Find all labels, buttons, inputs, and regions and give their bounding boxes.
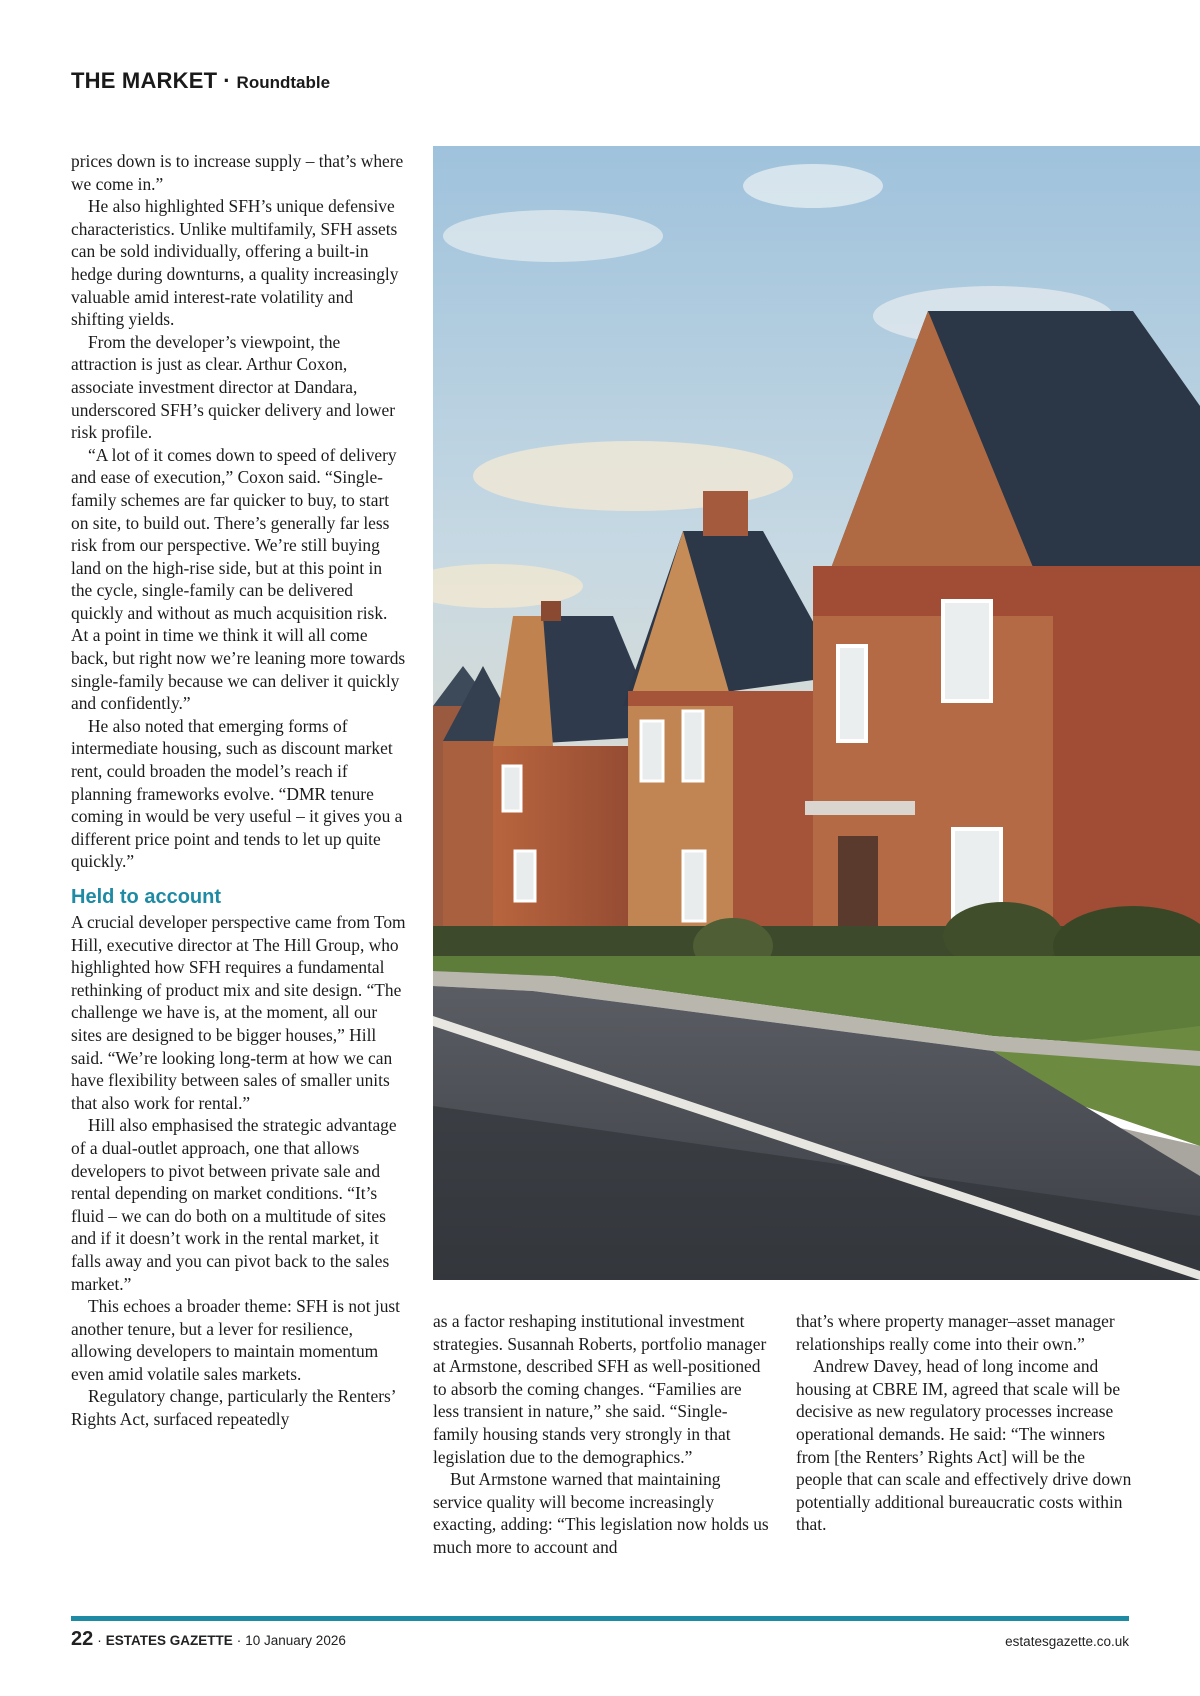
- window: [503, 766, 521, 811]
- subheading-held-to-account: Held to account: [71, 886, 222, 908]
- column-1-paragraph-6: A crucial developer perspective came from Tom Hill, executive director at The Hill Group, who highlighted how SFH requires a fundamental rethinking of product mix and site design. “The challenge we have is, at the moment, all our sites are designed to be bigger houses,” Hill said. “We’re looking long-term at how we can have flexibility between sales of smaller units that also work for rental.”: [71, 912, 406, 1113]
- column-1-paragraph-4: “A lot of it comes down to speed of delivery and ease of execution,” Coxon said. “Single-family schemes are far quicker to buy, to start on site, to build out. There’s generally far less risk from our perspective. We’re still buying land on the high-rise side, but at this point in the cycle, single-family can be delivered quickly and without as much acquisition risk. At a point in time we think it will all come back, but right now we’re leaning more towards single-family because we can deliver it quickly and confidently.”: [71, 444, 406, 714]
- door-canopy: [805, 801, 915, 815]
- window: [683, 711, 703, 781]
- section-title: THE MARKET: [71, 68, 218, 93]
- column-1-paragraph-7: Hill also emphasised the strategic advantage of a dual-outlet approach, one that allows developers to pivot between private sale and rental depending on market conditions. “It’s fluid – we can do both on a multitude of sites and if it doesn’t work in the rental market, it falls away and you can pivot back to the sales market.”: [71, 1115, 397, 1294]
- footer-separator: ·: [236, 1633, 242, 1648]
- page-header: [71, 68, 330, 94]
- header-separator: ·: [223, 68, 231, 93]
- website-link[interactable]: estatesgazette.co.uk: [1005, 1634, 1129, 1649]
- column-1-paragraph-9: Regulatory change, particularly the Renters’ Rights Act, surfaced repeatedly: [71, 1386, 396, 1430]
- footer-rule: [71, 1616, 1129, 1621]
- window: [683, 851, 705, 921]
- article-column-1: [71, 150, 407, 1431]
- publication-name: ESTATES GAZETTE: [105, 1633, 233, 1648]
- footer-info: [71, 1628, 346, 1651]
- column-1-paragraph-8: This echoes a broader theme: SFH is not just another tenure, but a lever for resilience, allowing developers to maintain momentum even amid volatile sales markets.: [71, 1296, 401, 1384]
- column-1-paragraph-5: He also noted that emerging forms of intermediate housing, such as discount market rent, could broaden the model’s reach if planning frameworks evolve. “DMR tenure coming in would be very useful – it gives you a different price point and tends to let up quite quickly.”: [71, 715, 403, 872]
- column-2-paragraph-2: But Armstone warned that maintaining service quality will become increasingly exacting, adding: “This legislation now holds us much more to account and: [433, 1469, 769, 1557]
- housing-street-photo: [433, 146, 1200, 1280]
- column-3-paragraph-1: that’s where property manager–asset manager relationships really come into their own.”: [796, 1311, 1115, 1354]
- chimney: [541, 601, 561, 621]
- column-1-paragraph-2: He also highlighted SFH’s unique defensive characteristics. Unlike multifamily, SFH assets can be sold individually, offering a built-in hedge during downturns, a quality increasingly valuable amid interest-rate volatility and shifting yields.: [71, 196, 399, 330]
- column-2-paragraph-1: as a factor reshaping institutional investment strategies. Susannah Roberts, portfolio manager at Armstone, described SFH as well-positioned to absorb the coming changes. “Families are less transient in nature,” she said. “Single-family housing stands very strongly in that legislation due to the demographics.”: [433, 1311, 767, 1467]
- footer-separator: ·: [97, 1633, 102, 1648]
- window: [641, 721, 663, 781]
- article-column-3: [796, 1310, 1132, 1536]
- window: [943, 601, 991, 701]
- column-1-paragraph-1: prices down is to increase supply – that’s where we come in.”: [71, 151, 404, 194]
- page-number: 22: [71, 1628, 94, 1650]
- column-1-paragraph-3: From the developer’s viewpoint, the attraction is just as clear. Arthur Coxon, associate investment director at Dandara, underscored SFH’s quicker delivery and lower risk profile.: [71, 331, 396, 443]
- door: [838, 836, 878, 926]
- cloud: [443, 210, 663, 262]
- window: [838, 646, 866, 741]
- chimney: [703, 491, 748, 536]
- column-3-paragraph-2: Andrew Davey, head of long income and housing at CBRE IM, agreed that scale will be decisive as new regulatory processes increase operational demands. He said: “The winners from [the Renters’ Rights Act] will be the people that can scale and effectively drive down potentially additional bureaucratic costs within that.: [796, 1356, 1132, 1535]
- subsection-title: Roundtable: [236, 73, 331, 92]
- article-column-2: [433, 1310, 769, 1559]
- photo-illustration: [433, 146, 1200, 1280]
- window: [515, 851, 535, 901]
- issue-date: 10 January 2026: [245, 1633, 346, 1648]
- cloud: [743, 164, 883, 208]
